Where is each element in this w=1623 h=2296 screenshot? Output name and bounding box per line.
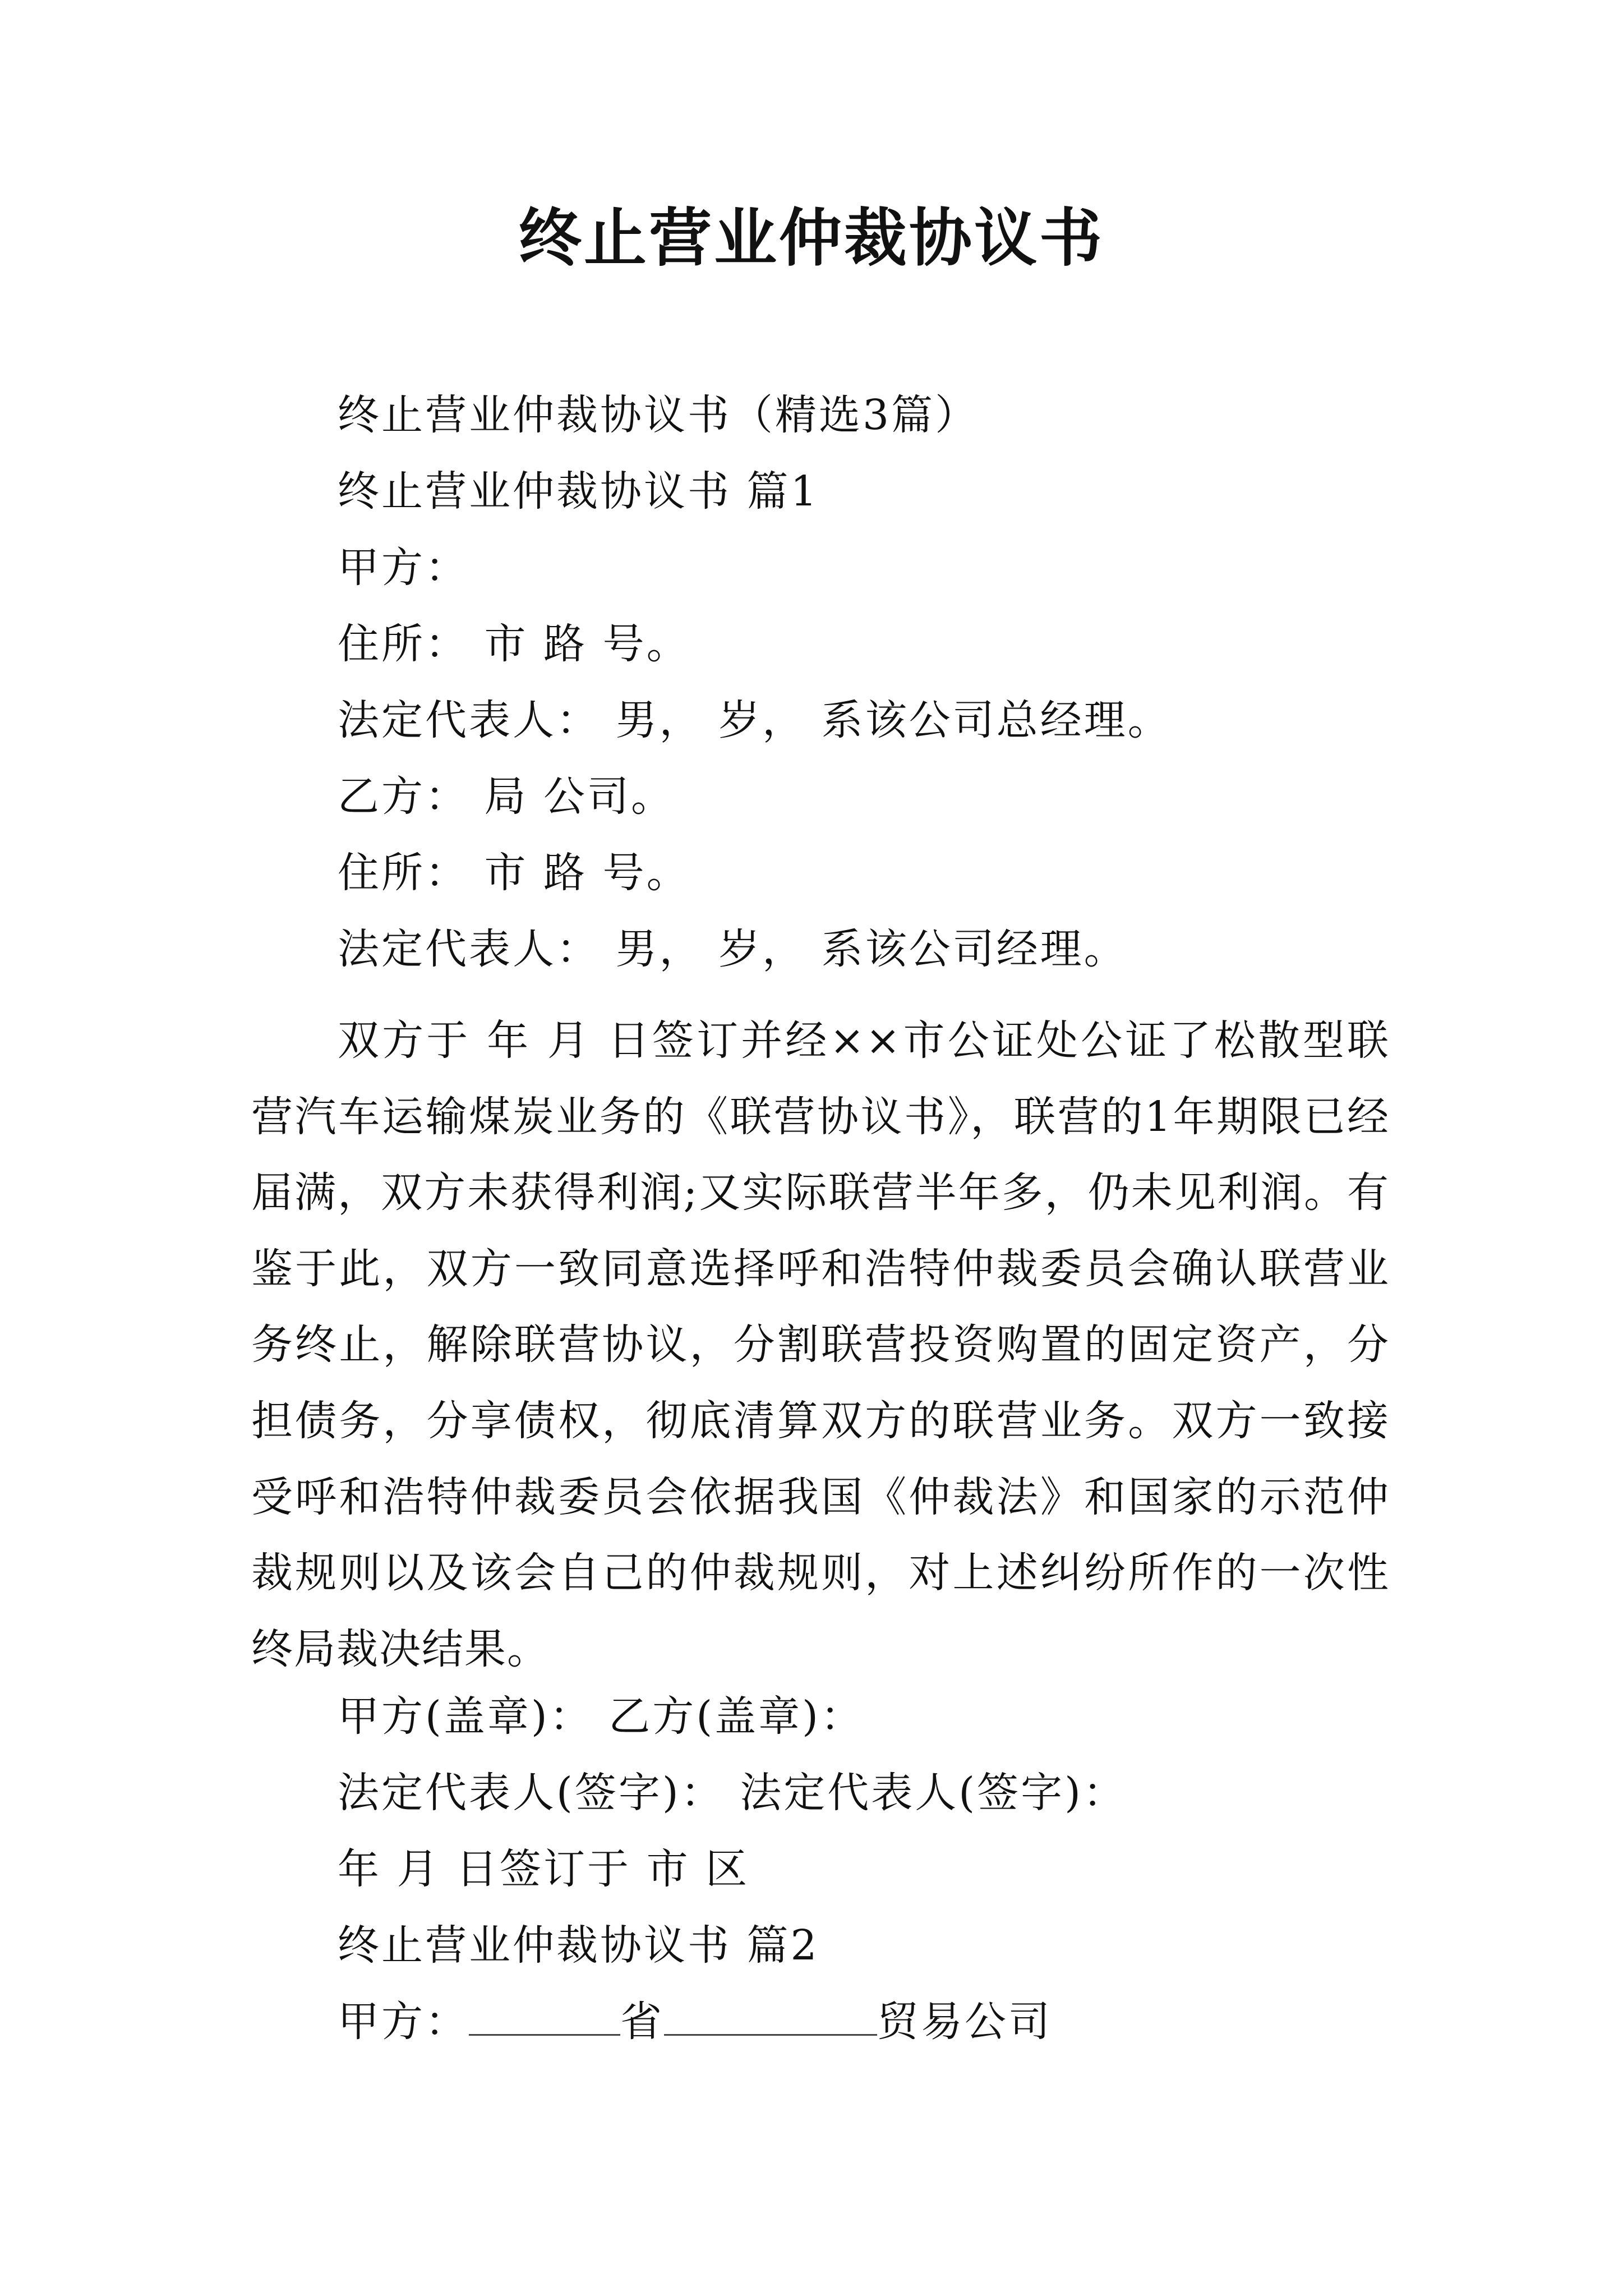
agreement-body-paragraph: 双方于 年 月 日签订并经××市公证处公证了松散型联营汽车运输煤炭业务的《联营协议书》，联营的1年期限已经届满，双方未获得利润;又实际联营半年多，仍未见利润。有鉴于此，双方一致同意选择呼和浩特仲裁委员会确认联营业务终止，解除联营协议，分割联营投资购置的固定资产，分担债务，分享债权，彻底清算双方的联营业务。双方一致接受呼和浩特仲裁委员会依据我国《仲裁法》和国家的示范仲裁规则以及该会自己的仲裁规则，对上述纠纷所作的一次性终局裁决结果。 bbox=[251, 1016, 1390, 1673]
party-b-name: 乙方： 局 公司。 bbox=[338, 772, 675, 821]
signing-date-line: 年 月 日签订于 市 区 bbox=[338, 1845, 750, 1893]
province-blank bbox=[469, 1999, 620, 2036]
signature-line: 法定代表人(签字)： 法定代表人(签字)： bbox=[338, 1769, 1127, 1817]
company-name-blank bbox=[664, 1999, 877, 2036]
document-subtitle: 终止营业仲裁协议书（精选3篇） bbox=[338, 391, 979, 439]
party-a-address: 住所： 市 路 号。 bbox=[338, 620, 690, 668]
party-a-prefix: 甲方： bbox=[338, 1998, 469, 2046]
section1-heading: 终止营业仲裁协议书 篇1 bbox=[338, 467, 819, 516]
section2-party-a-line bbox=[338, 1994, 1052, 2050]
party-a-label: 甲方： bbox=[338, 544, 469, 592]
seal-line: 甲方(盖章)： 乙方(盖章)： bbox=[338, 1692, 865, 1741]
province-label: 省 bbox=[620, 1998, 664, 2046]
party-a-representative: 法定代表人： 男， 岁， 系该公司总经理。 bbox=[338, 696, 1172, 744]
company-suffix: 贸易公司 bbox=[877, 1998, 1052, 2046]
section2-heading: 终止营业仲裁协议书 篇2 bbox=[338, 1921, 819, 1970]
party-b-address: 住所： 市 路 号。 bbox=[338, 849, 690, 897]
party-b-representative: 法定代表人： 男， 岁， 系该公司经理。 bbox=[338, 925, 1128, 973]
document-title: 终止营业仲裁协议书 bbox=[519, 201, 1104, 275]
